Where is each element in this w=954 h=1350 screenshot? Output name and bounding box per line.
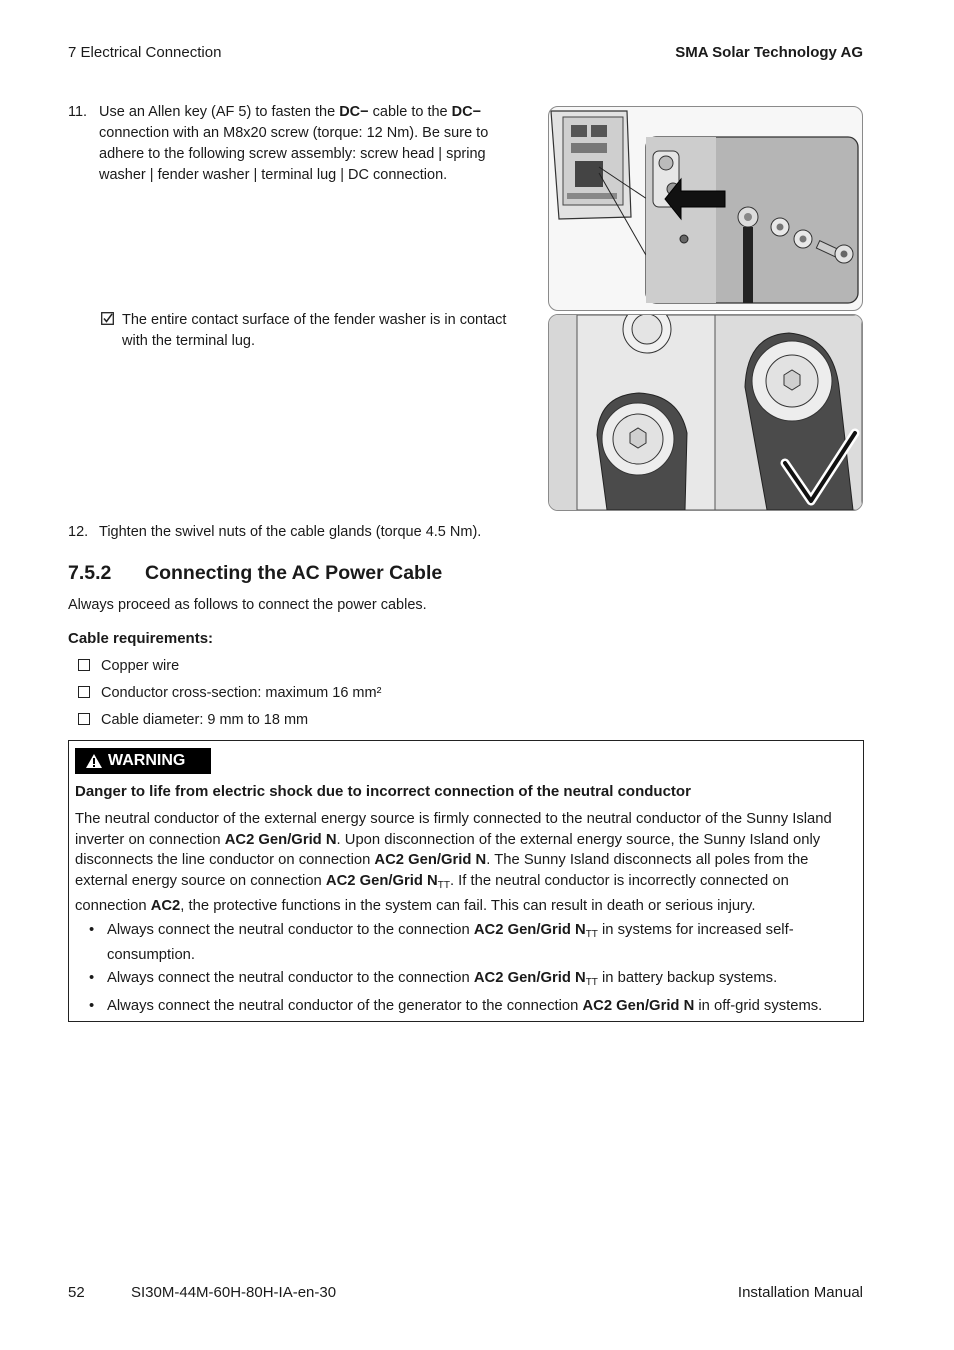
checkbox-icon — [78, 713, 90, 725]
warning-bullet — [89, 996, 849, 1017]
warning-text: , the protective functions in the system can fail. This can result in death or serious injury. — [180, 898, 756, 915]
warning-triangle-icon — [85, 753, 103, 769]
bullet-text-part: Always connect the neutral conductor to the connection — [107, 970, 474, 986]
requirement-text: Copper wire — [101, 658, 180, 674]
bullet-text-bold: AC2 Gen/Grid N — [473, 970, 586, 986]
warning-bullet — [89, 920, 849, 966]
page-number: 52 — [68, 1284, 85, 1301]
header-section: 7 Electrical Connection — [68, 44, 222, 61]
step-11 — [68, 102, 528, 186]
step-text-part: Use an Allen key (AF 5) to fasten the — [99, 104, 340, 120]
bullet-text-bold: AC2 Gen/Grid N — [582, 998, 695, 1014]
requirement-item — [78, 658, 179, 674]
bullet-text-part: in off-grid systems. — [694, 998, 823, 1014]
fender-washer-contact-figure — [548, 314, 863, 511]
warning-text: . The Sunny Island disconnects all poles from the external energy source on connection — [75, 852, 809, 889]
bullet-text — [107, 968, 849, 993]
warning-text-bold: AC2 Gen/Grid N — [224, 831, 337, 848]
section-intro: Always proceed as follows to connect the power cables. — [68, 597, 427, 613]
warning-text: The neutral conductor of the external energy source is firmly connected to the neutral conductor of the Sunny Island inverter on connection — [75, 811, 832, 848]
checkbox-icon — [78, 659, 90, 671]
bullet-icon: • — [89, 970, 95, 986]
bullet-text — [107, 920, 849, 966]
requirements-heading: Cable requirements: — [68, 630, 214, 647]
bullet-text-part: Always connect the neutral conductor of the generator to the connection — [107, 998, 583, 1014]
warning-subscript: TT — [437, 879, 450, 891]
requirement-item — [78, 712, 308, 728]
step-number: 12. — [68, 524, 89, 540]
warning-bullet — [89, 968, 849, 993]
step-result — [101, 310, 526, 352]
bullet-text-part: in battery backup systems. — [597, 970, 778, 986]
section-number: 7.5.2 — [68, 562, 112, 584]
warning-box — [68, 740, 864, 1022]
warning-text: . If the neutral conductor is incorrectly connected on connection — [75, 872, 789, 915]
header-company: SMA Solar Technology AG — [675, 44, 863, 61]
warning-label: WARNING — [108, 752, 186, 769]
step-12 — [68, 522, 588, 543]
warning-text: . Upon disconnection of the external energy source, the Sunny Island only disconnects the line conductor on connection — [75, 831, 821, 869]
requirement-item — [78, 685, 381, 701]
requirement-text: Conductor cross-section: maximum 16 mm² — [101, 685, 382, 701]
step-number: 11. — [68, 104, 88, 120]
result-text: The entire contact surface of the fender washer is in contact with the terminal lug. — [122, 312, 507, 349]
warning-text-bold: AC2 Gen/Grid N — [325, 872, 438, 889]
bullet-subscript: TT — [585, 929, 598, 940]
checked-box-icon — [101, 312, 114, 325]
requirement-text: Cable diameter: 9 mm to 18 mm — [101, 712, 309, 728]
document-id: SI30M-44M-60H-80H-IA-en-30 — [131, 1284, 337, 1301]
section-title: Connecting the AC Power Cable — [145, 562, 443, 584]
step-text-bold: DC− — [451, 104, 482, 120]
step-text: Tighten the swivel nuts of the cable glands (torque 4.5 Nm). — [99, 524, 482, 540]
warning-text-bold: AC2 — [150, 898, 181, 915]
bullet-text-bold: AC2 Gen/Grid N — [473, 922, 586, 938]
warning-badge — [75, 748, 211, 774]
warning-title: Danger to life from electric shock due to incorrect connection of the neutral conductor — [75, 783, 691, 800]
bullet-text-part: Always connect the neutral conductor to the connection — [107, 922, 474, 938]
step-text — [99, 102, 528, 186]
step-text-bold: DC− — [339, 104, 369, 120]
section-heading — [68, 562, 442, 585]
document-type: Installation Manual — [737, 1284, 863, 1301]
bullet-subscript: TT — [585, 977, 598, 988]
bullet-text — [107, 996, 849, 1017]
warning-text-bold: AC2 Gen/Grid N — [374, 852, 487, 869]
warning-body — [75, 809, 855, 917]
step-text-part: cable to the — [368, 104, 452, 120]
bullet-icon: • — [89, 922, 95, 938]
bullet-icon: • — [89, 998, 95, 1014]
step-text-part: connection with an M8x20 screw (torque: 12 Nm). Be sure to adhere to the following screw assembly: screw head | spring washer | fender washer | terminal lug | DC connection. — [99, 125, 489, 183]
bullet-text-part: in systems for increased self-consumption. — [107, 922, 794, 963]
dc-connection-figure — [548, 106, 863, 311]
checkbox-icon — [78, 686, 90, 698]
